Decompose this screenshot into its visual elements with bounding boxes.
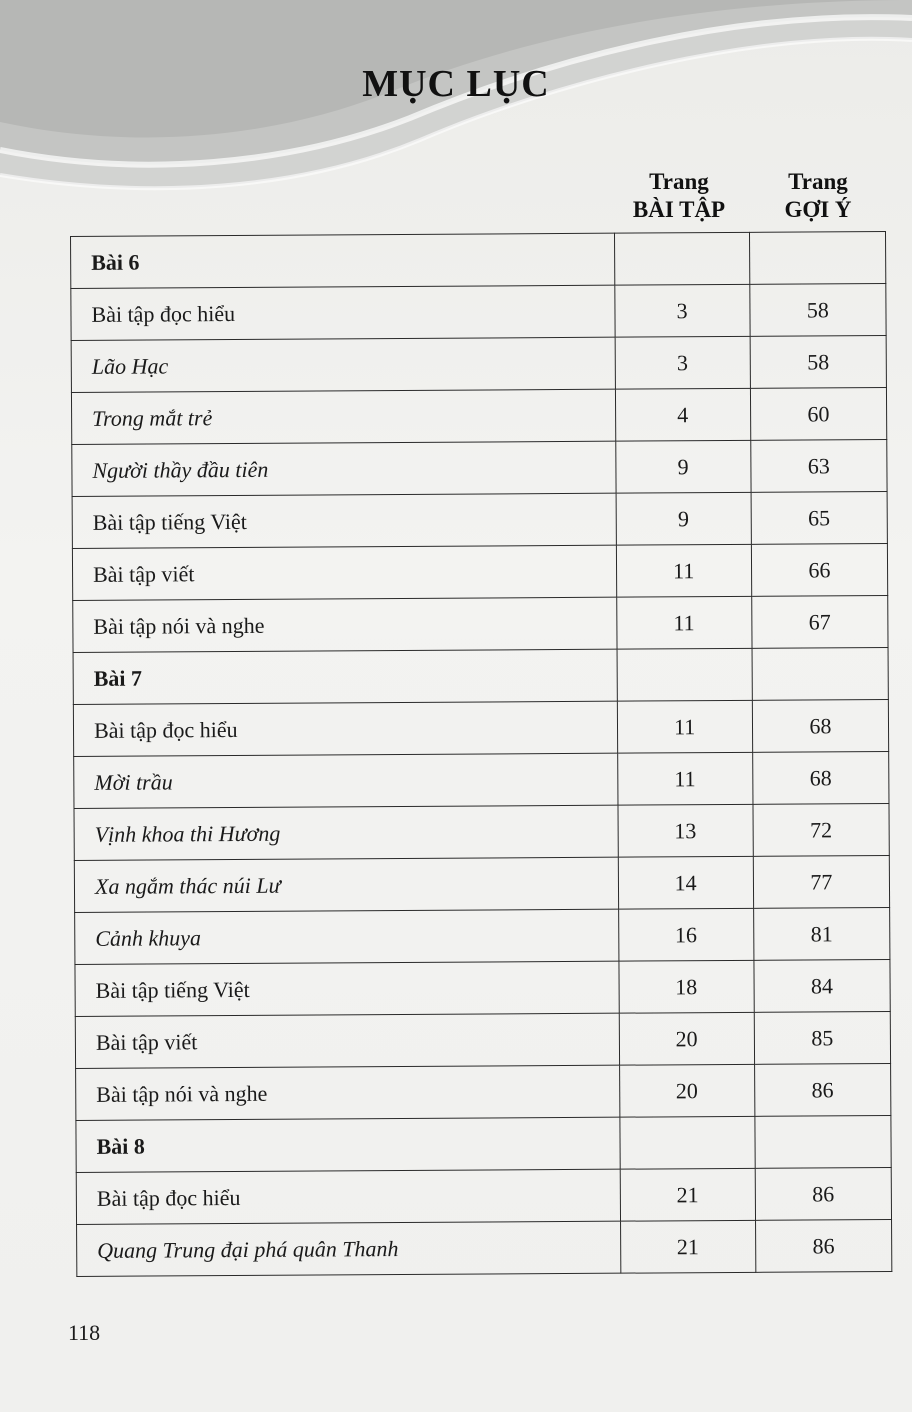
toc-hint-page: 65 [751,492,888,545]
toc-section-row [76,1116,891,1173]
toc-row [71,284,886,341]
toc-row [71,336,886,393]
toc-entry-title: Xa ngắm thác núi Lư [74,857,618,912]
toc-hint-page: 66 [751,544,888,597]
toc-entry-title: Bài tập viết [72,545,616,600]
toc-hint-page [752,648,889,701]
toc-entry-title: Người thầy đầu tiên [72,441,616,496]
toc-hint-page: 85 [754,1012,891,1065]
toc-entry-title: Bài tập đọc hiểu [73,701,617,756]
toc-entry-title: Vịnh khoa thi Hương [74,805,618,860]
toc-row [76,1168,891,1225]
toc-row [74,804,889,861]
toc-entry-title: Bài tập đọc hiểu [71,285,615,340]
toc-exercise-page: 3 [614,284,750,337]
toc-row [73,700,888,757]
column-header-hint-page: Trang GỢI Ý [784,169,852,222]
toc-exercise-page [614,232,750,285]
toc-entry-title: Bài tập nói và nghe [73,597,617,652]
toc-hint-page: 58 [750,336,887,389]
toc-entry-title: Bài tập đọc hiểu [76,1169,620,1224]
toc-exercise-page: 9 [616,492,752,545]
toc-exercise-page: 11 [617,752,753,805]
toc-entry-title: Bài tập viết [75,1013,619,1068]
toc-exercise-page [617,648,753,701]
toc-entry-title: Bài 6 [71,233,615,288]
toc-row [75,1012,890,1069]
toc-exercise-page: 20 [619,1012,755,1065]
toc-exercise-page: 9 [615,440,751,493]
toc-entry-title: Trong mắt trẻ [71,389,615,444]
toc-hint-page: 86 [755,1220,892,1273]
toc-hint-page: 60 [750,388,887,441]
toc-row [72,492,887,549]
toc-hint-page: 86 [755,1168,892,1221]
toc-exercise-page: 21 [620,1168,756,1221]
toc-exercise-page: 4 [615,388,751,441]
toc-hint-page: 67 [751,596,888,649]
toc-hint-page: 84 [754,960,891,1013]
toc-entry-title: Bài tập tiếng Việt [72,493,616,548]
toc-hint-page: 81 [753,908,890,961]
toc-row [73,596,888,653]
toc-entry-title: Bài 8 [76,1117,620,1172]
toc-exercise-page: 11 [617,700,753,753]
toc-hint-page: 77 [753,856,890,909]
toc-entry-title: Lão Hạc [71,337,615,392]
toc-row [75,960,890,1017]
toc-hint-page: 68 [752,700,889,753]
toc-entry-title: Bài tập tiếng Việt [75,961,619,1016]
toc-exercise-page: 16 [618,908,754,961]
table-of-contents [70,231,892,1277]
toc-hint-page: 63 [751,440,888,493]
toc-hint-page: 58 [750,284,887,337]
toc-entry-title: Quang Trung đại phá quân Thanh [77,1221,621,1276]
toc-entry-title: Mời trầu [74,753,618,808]
toc-row [72,440,887,497]
column-header-exercise-page: Trang BÀI TẬP [632,169,726,222]
toc-entry-title: Cảnh khuya [75,909,619,964]
toc-exercise-page: 11 [616,596,752,649]
toc-section-row [71,232,886,289]
toc-exercise-page: 20 [619,1064,755,1117]
toc-exercise-page: 13 [618,804,754,857]
toc-section-row [73,648,888,705]
toc-hint-page: 86 [754,1064,891,1117]
toc-exercise-page: 3 [615,336,751,389]
toc-entry-title: Bài 7 [73,649,617,704]
toc-exercise-page: 11 [616,544,752,597]
toc-row [74,856,889,913]
toc-row [77,1220,892,1277]
toc-row [74,752,889,809]
toc-hint-page: 72 [753,804,890,857]
toc-hint-page [749,232,886,285]
toc-hint-page [755,1116,892,1169]
toc-row [71,388,886,445]
toc-exercise-page [619,1116,755,1169]
toc-hint-page: 68 [752,752,889,805]
toc-row [75,908,890,965]
toc-exercise-page: 14 [618,856,754,909]
toc-row [76,1064,891,1121]
page-title: MỤC LỤC [362,63,550,105]
toc-entry-title: Bài tập nói và nghe [76,1065,620,1120]
toc-exercise-page: 21 [620,1220,756,1273]
toc-row [72,544,887,601]
page-number: 118 [68,1320,101,1345]
toc-exercise-page: 18 [618,960,754,1013]
